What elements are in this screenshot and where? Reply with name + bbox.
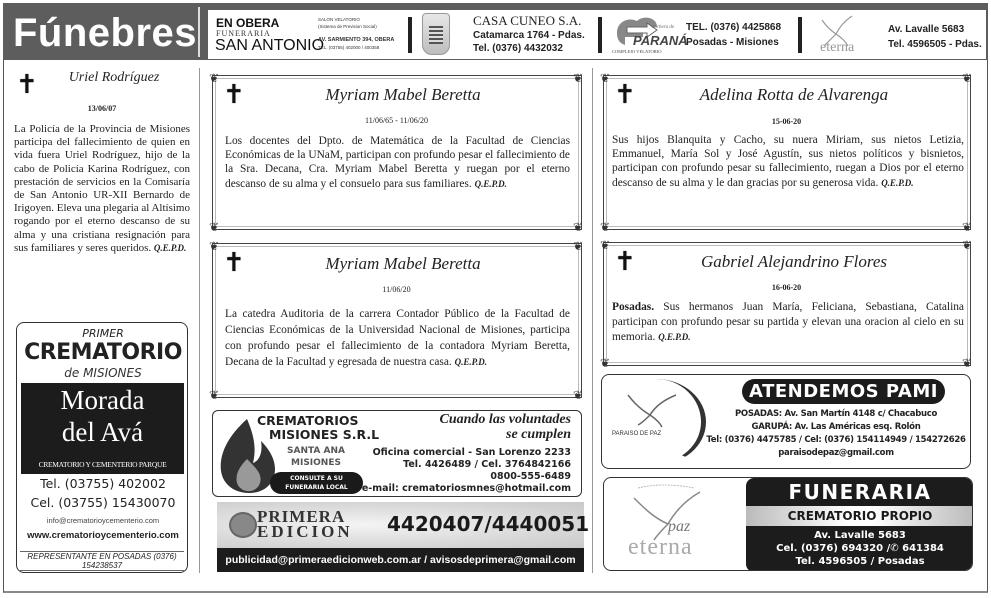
- ad-morada-tel: Tel. (03755) 402002: [40, 476, 166, 491]
- casa-cuneo-address: Catamarca 1764 - Pdas.: [473, 30, 585, 41]
- ad-paraiso-email[interactable]: paraisodepaz@gmail.com: [778, 448, 894, 458]
- parana-city: Posadas - Misiones: [686, 37, 779, 48]
- obituary-date: 11/06/20: [382, 285, 411, 294]
- obituary-name: Adelina Rotta de Alvarenga: [699, 85, 889, 104]
- san-antonio-detail: (Sistema de Prevision Social): [318, 24, 377, 29]
- corner-ornament-icon: ❦: [962, 220, 973, 234]
- cross-icon: ✝: [614, 247, 636, 277]
- corner-ornament-icon: ❦: [209, 220, 220, 234]
- obituary-name: Uriel Rodríguez: [68, 70, 160, 85]
- column-divider: [199, 68, 200, 573]
- san-antonio-detail: SALON VELATORIO: [318, 17, 360, 22]
- section-title: Fúnebres: [13, 11, 198, 55]
- ad-cm-office: Oficina comercial - San Lorenzo 2233: [372, 447, 571, 458]
- corner-ornament-icon: ❦: [209, 388, 220, 402]
- corner-ornament-icon: ❦: [600, 356, 611, 370]
- ad-pe-emails[interactable]: publicidad@primeraedicionweb.com.ar / avisosdeprimera@gmail.com: [217, 548, 584, 572]
- obituary-text: La catedra Auditoria de la carrera Contador Público de la Facultad de Ciencias Económicas de la Universidad Nacional de Misiones, participa con profundo pesar el fallecimiento de la contadora Myriam Beretta, Decana de la Facultad y egresada de nuestra casa. Q.E.P.D.: [225, 308, 570, 368]
- cross-icon: ✝: [16, 70, 38, 100]
- ad-morada-email[interactable]: info@crematorioycementerio.com: [46, 516, 160, 525]
- ad-misiones: de MISIONES: [64, 366, 142, 380]
- ad-fun-panel: [746, 478, 973, 571]
- cross-icon: ✝: [614, 80, 636, 110]
- corner-ornament-icon: ❦: [962, 356, 973, 370]
- obituary-date: 15-06-20: [771, 117, 802, 126]
- corner-ornament-icon: ❦: [209, 71, 220, 85]
- ad-paraiso-de-paz: [601, 374, 971, 469]
- obituary-date: 13/06/07: [87, 104, 117, 113]
- ad-cm-slogan2: se cumplen: [506, 427, 571, 442]
- ad-paraiso-phones: Tel: (0376) 4475785 / Cel: (0376) 154114949 / 154272626: [706, 435, 966, 445]
- parana-phone: TEL. (0376) 4425868: [686, 22, 782, 33]
- ad-crematorio-title: CREMATORIO: [24, 340, 182, 365]
- ad-cm-phones: Tel. 4426489 / Cel. 3764842166: [403, 459, 571, 470]
- qepd: Q.E.P.D.: [454, 357, 487, 367]
- obituary-text: Los docentes del Dpto. de Matemática de la Facultad de Ciencias Económicas de la UNaM, participan con profundo pesar el fallecimiento de la Sra. Decana, Cra. Myriam Mabel Beretta y ruegan por el eterno descanso de su alma y el consuelo para sus familiares. Q.E.P.D.: [225, 135, 570, 190]
- obituary-text: Posadas. Sus hermanos Juan María, Feliciana, Sebastiana, Catalina participan con profundo pesar su partida y elevan una oracion al cielo en su memoria. Q.E.P.D.: [612, 301, 964, 343]
- san-antonio-address: AV. SARMIENTO 394, OBERA: [318, 37, 395, 43]
- ad-morada-line2: del Avá: [61, 417, 144, 447]
- eterna-phone: Tel. 4596505 - Pdas.: [888, 39, 982, 50]
- ad-morada-banner: [21, 383, 184, 474]
- qepd: Q.E.P.D.: [153, 242, 187, 253]
- cross-icon: ✝: [223, 80, 245, 110]
- qepd: Q.E.P.D.: [474, 178, 507, 189]
- divider: [408, 17, 412, 53]
- obituary-text: La Policía de la Provincia de Misiones participa del fallecimiento de quien en vida fuera Uriel Rodríguez, hijo de la cabo de Policía Karina Rodríguez, con prestación de servicios en la Comisaría de San Antonio UR-XII Bernardo de Irigoyen. Eleva una plegaria al Altísimo rogando por el eterno descanso de su alma y una cristiana resignación para sus familiares y seres queridos. Q.E.P.D.: [14, 123, 190, 254]
- obituary-myriam-beretta-1: [209, 71, 584, 234]
- parana-cochera: cochera de: [652, 25, 675, 30]
- column-divider: [592, 68, 593, 573]
- corner-ornament-icon: ❦: [962, 238, 973, 252]
- ad-fun-cel: Cel. (0376) 694320 /✆ 641384: [776, 543, 944, 554]
- ad-fun-band: CREMATORIO PROPIO: [746, 506, 973, 526]
- obituary-myriam-beretta-2: [209, 239, 584, 402]
- obituary-name: Myriam Mabel Beretta: [325, 85, 481, 104]
- eterna-address: Av. Lavalle 5683: [888, 24, 965, 35]
- san-antonio-phone: TEL. (03755) 402000 / 400358: [318, 45, 380, 50]
- san-antonio-label: FUNERARIA: [216, 29, 271, 38]
- divider: [598, 17, 602, 53]
- header-ad-strip: [208, 10, 986, 59]
- eterna-brand: eterna: [820, 40, 855, 55]
- ad-morada-web[interactable]: www.crematorioycementerio.com: [27, 530, 179, 541]
- ad-pe-phones: 4420407/4440051: [387, 512, 590, 536]
- ad-pe-top: [217, 502, 590, 548]
- divider: [198, 7, 200, 57]
- ad-fun-logo-paz: paz: [668, 518, 691, 535]
- corner-ornament-icon: ❦: [600, 220, 611, 234]
- ad-morada-rep: REPRESENTANTE EN POSADAS (0376) 154238537: [20, 551, 184, 571]
- ad-paraiso-garupa: GARUPÁ: Av. Las Américas esq. Rolón: [751, 422, 921, 432]
- ad-funeraria-paz-eterna: [603, 477, 973, 571]
- obituary-adelina-rotta: [600, 71, 973, 234]
- ad-primera-edicion: [217, 502, 590, 574]
- ad-cm-consult-badge: CONSULTE A SU FUNERARIA LOCAL: [270, 472, 363, 494]
- obituary-gabriel-flores: [600, 238, 973, 370]
- ad-paraiso-brand: PARAISO DE PAZ: [612, 431, 662, 437]
- corner-ornament-icon: ❦: [573, 388, 584, 402]
- ad-fun-address: Av. Lavalle 5683: [814, 530, 906, 541]
- qepd: Q.E.P.D.: [881, 177, 914, 188]
- san-antonio-city: EN OBERA: [216, 16, 280, 30]
- casa-cuneo-phone: Tel. (0376) 4432032: [473, 43, 563, 54]
- corner-ornament-icon: ❦: [600, 238, 611, 252]
- parana-brand: PARANÁ: [633, 33, 688, 48]
- corner-ornament-icon: ❦: [573, 239, 584, 253]
- ad-morada-del-ava: [16, 322, 188, 573]
- parana-sub: COMPLEJO VELATORIO: [612, 49, 662, 54]
- ad-morada-cel: Cel. (03755) 15430070: [30, 495, 176, 510]
- obituary-date: 16-06-20: [771, 283, 802, 292]
- ad-cm-city1: SANTA ANA: [287, 446, 345, 456]
- cross-icon: ✝: [223, 248, 245, 278]
- corner-ornament-icon: ❦: [209, 239, 220, 253]
- divider: [798, 17, 802, 53]
- ad-pami-banner: ATENDEMOS PAMI: [742, 379, 945, 404]
- qepd: Q.E.P.D.: [658, 332, 691, 342]
- ad-crematorios-misiones: [212, 410, 582, 497]
- obituary-name: Gabriel Alejandrino Flores: [700, 252, 888, 271]
- ad-fun-title: FUNERARIA: [788, 480, 932, 504]
- ad-cm-freephone: 0800-555-6489: [490, 471, 571, 482]
- obituary-date: 11/06/65 - 11/06/20: [365, 116, 428, 125]
- ad-morada-tagline: CREMATORIO Y CEMENTERIO PARQUE: [38, 460, 167, 469]
- corner-ornament-icon: ❦: [573, 220, 584, 234]
- ad-fun-tel: Tel. 4596505 / Posadas: [795, 556, 925, 567]
- crest-logo-icon: [422, 13, 450, 55]
- corner-ornament-icon: ❦: [962, 71, 973, 85]
- obituary-name: Myriam Mabel Beretta: [325, 254, 481, 273]
- globe-logo-icon: [229, 512, 257, 538]
- obituary-text: Sus hijos Blanquita y Cacho, su nuera Miriam, sus nietos Letizia, Emmanuel, María Sol y José Agustín, sus nietos políticos y bisnietos, participan con profundo pesar su fallecimiento, ruegan a Dios por el eterno descanso de su alma y le dan gracias por su generosa vida. Q.E.P.D.: [612, 134, 964, 189]
- ad-cm-email[interactable]: e-mail: crematoriosmnes@hotmail.com: [361, 483, 571, 494]
- ad-cm-title1: CREMATORIOS: [257, 413, 359, 428]
- section-header: [3, 3, 988, 60]
- ad-fun-logo-eterna: eterna: [628, 534, 693, 560]
- ad-pe-logo1: PRIMERA: [257, 507, 346, 526]
- san-antonio-name: SAN ANTONIO: [215, 37, 325, 54]
- ad-paraiso-posadas: POSADAS: Av. San Martín 4148 c/ Chacabuco: [734, 409, 938, 419]
- ad-pe-logo2: EDICION: [257, 522, 353, 541]
- corner-ornament-icon: ❦: [573, 71, 584, 85]
- ad-cm-title2: MISIONES S.R.L: [269, 427, 380, 442]
- casa-cuneo-name: CASA CUNEO S.A.: [473, 13, 582, 28]
- corner-ornament-icon: ❦: [600, 71, 611, 85]
- ad-primer: PRIMER: [82, 327, 124, 340]
- dove-logo-icon: [622, 389, 682, 429]
- obituary-lead: Posadas.: [612, 301, 655, 313]
- ad-morada-line1: Morada: [60, 385, 145, 415]
- ad-cm-slogan1: Cuando las voluntades: [439, 412, 571, 427]
- ad-cm-city2: MISIONES: [291, 458, 341, 468]
